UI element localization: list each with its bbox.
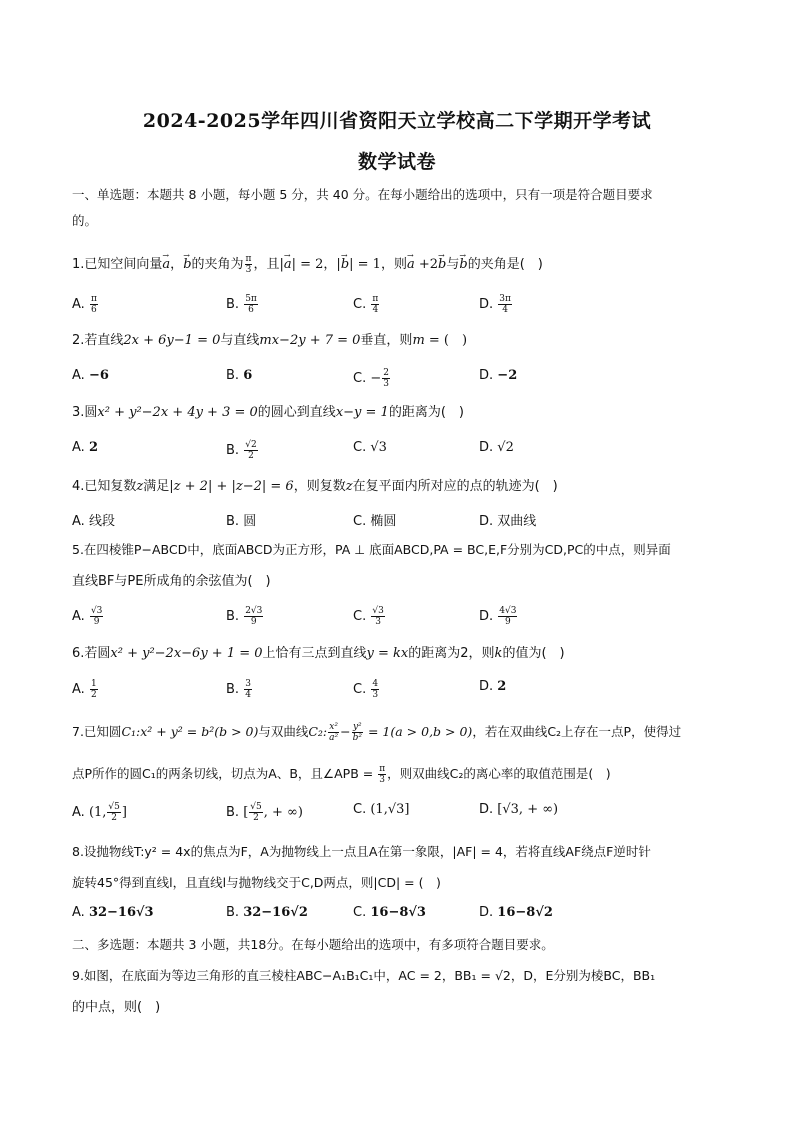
option-b: B. 32−16√2 <box>226 905 308 920</box>
question-1-options <box>72 294 732 318</box>
option-b: B. [ $\frac{√5}{2}$ , + ∞) <box>226 802 303 823</box>
option-d: D. $\frac{4√3}{9}$ <box>479 606 517 627</box>
section-1-instructions: 一、单选题：本题共 8 小题，每小题 5 分，共 40 分。在每小题给出的选项中，只有一项是符合题目要求 的。 <box>72 187 653 228</box>
question-7-options <box>72 802 732 826</box>
option-a: A. 线段 <box>72 514 115 529</box>
option-a: A. 2 <box>72 440 98 455</box>
option-d: D. √2 <box>479 440 514 455</box>
question-7: 7.已知圆C₁:x² + y² = b²(b > 0)与双曲线C₂: $\frac{\text{x²}}{\text{a²}}$ − $\frac{\text{y²}}{\text{b²}}$ = 1(a > 0,b > 0)，若在双曲线C₂上存在一点P，使得过 <box>72 722 682 743</box>
angle-fraction: $\frac{\pi}{3}$ <box>245 254 252 275</box>
section-2-instructions: 二、多选题：本题共 3 小题，共18分。在每小题给出的选项中，有多项符合题目要求。 <box>72 937 554 952</box>
option-b: B. $\frac{√2}{2}$ <box>226 440 257 461</box>
option-c: C. 16−8√3 <box>353 905 426 920</box>
question-7-line-2: 点P所作的圆C₁的两条切线，切点为A、B，且∠APB = $\frac{\pi}{3}$ ，则双曲线C₂的离心率的取值范围是( ) <box>72 764 611 785</box>
question-1: 1.已知空间向量→ a，→ b的夹角为 $\frac{\pi}{3}$ ，且|→ a| = 2，|→ b| = 1，则→ a +2→ b与→ b的夹角是( ) <box>72 254 732 275</box>
question-8-line-2: 旋转45°得到直线l，且直线l与抛物线交于C,D两点，则|CD| = ( ) <box>72 875 441 890</box>
question-9-line-2: 的中点，则( ) <box>72 1000 161 1015</box>
option-b: B. $\frac{5\pi}{6}$ <box>226 294 257 315</box>
question-4: 4.已知复数z满足|z + 2| + |z−2| = 6，则复数z在复平面内所对应的点的轨迹为( ) <box>72 479 558 494</box>
question-5-options <box>72 606 732 630</box>
question-3-options <box>72 440 732 464</box>
option-a: A. $\frac{\pi}{6}$ <box>72 294 97 315</box>
question-3: 3.圆x² + y²−2x + 4y + 3 = 0的圆心到直线x−y = 1的距离为( ) <box>72 405 464 420</box>
option-d: D. 双曲线 <box>479 514 537 529</box>
option-a: A. 32−16√3 <box>72 905 154 920</box>
option-c: C. $\frac{\pi}{4}$ <box>353 294 379 315</box>
option-c: C. 椭圆 <box>353 514 397 529</box>
question-6-options <box>72 679 732 703</box>
option-c: C. − $\frac{2}{3}$ <box>353 368 389 389</box>
question-8-options <box>72 905 732 929</box>
option-c: C. $\frac{√3}{3}$ <box>353 606 384 627</box>
option-b: B. 6 <box>226 368 253 383</box>
exam-title: 2024-2025学年四川省资阳天立学校高二下学期开学考试 <box>142 110 652 132</box>
option-b: B. 圆 <box>226 514 257 529</box>
option-d: D. [√3, + ∞) <box>479 802 559 817</box>
option-d: D. 2 <box>479 679 507 694</box>
question-4-options <box>72 510 732 534</box>
option-d: D. 16−8√2 <box>479 905 553 920</box>
option-c: C. √3 <box>353 440 387 455</box>
option-c: C. (1,√3] <box>353 802 410 817</box>
option-a: A. (1, $\frac{√5}{2}$ ] <box>72 802 127 823</box>
question-8: 8.设抛物线T:y² = 4x的焦点为F，A为抛物线上一点且A在第一象限，|AF| = 4，若将直线AF绕点F逆时针 <box>72 844 651 859</box>
question-2: 2.若直线2x + 6y−1 = 0与直线mx−2y + 7 = 0垂直，则m = ( ) <box>72 333 468 348</box>
exam-subtitle: 数学试卷 <box>357 151 436 173</box>
question-2-options <box>72 368 732 392</box>
question-5: 5.在四棱锥P−ABCD中，底面ABCD为正方形，PA ⊥ 底面ABCD,PA = BC,E,F分别为CD,PC的中点，则异面 <box>72 542 671 557</box>
question-9: 9.如图，在底面为等边三角形的直三棱柱ABC−A₁B₁C₁中，AC = 2，BB₁ = √2，D，E分别为棱BC，BB₁ <box>72 968 656 983</box>
option-b: B. $\frac{3}{4}$ <box>226 679 251 700</box>
option-c: C. $\frac{4}{3}$ <box>353 679 379 700</box>
question-6: 6.若圆x² + y²−2x−6y + 1 = 0上恰有三点到直线y = kx的距离为2，则k的值为( ) <box>72 646 565 661</box>
option-d: D. −2 <box>479 368 518 383</box>
option-d: D. $\frac{3\pi}{4}$ <box>479 294 511 315</box>
option-a: A. $\frac{√3}{9}$ <box>72 606 103 627</box>
question-5-line-2: 直线BF与PE所成角的余弦值为( ) <box>72 574 271 589</box>
option-b: B. $\frac{2√3}{9}$ <box>226 606 263 627</box>
option-a: A. $\frac{1}{2}$ <box>72 679 97 700</box>
vector-a: → a <box>162 256 170 274</box>
vector-b: → b <box>183 256 191 274</box>
option-a: A. −6 <box>72 368 109 383</box>
